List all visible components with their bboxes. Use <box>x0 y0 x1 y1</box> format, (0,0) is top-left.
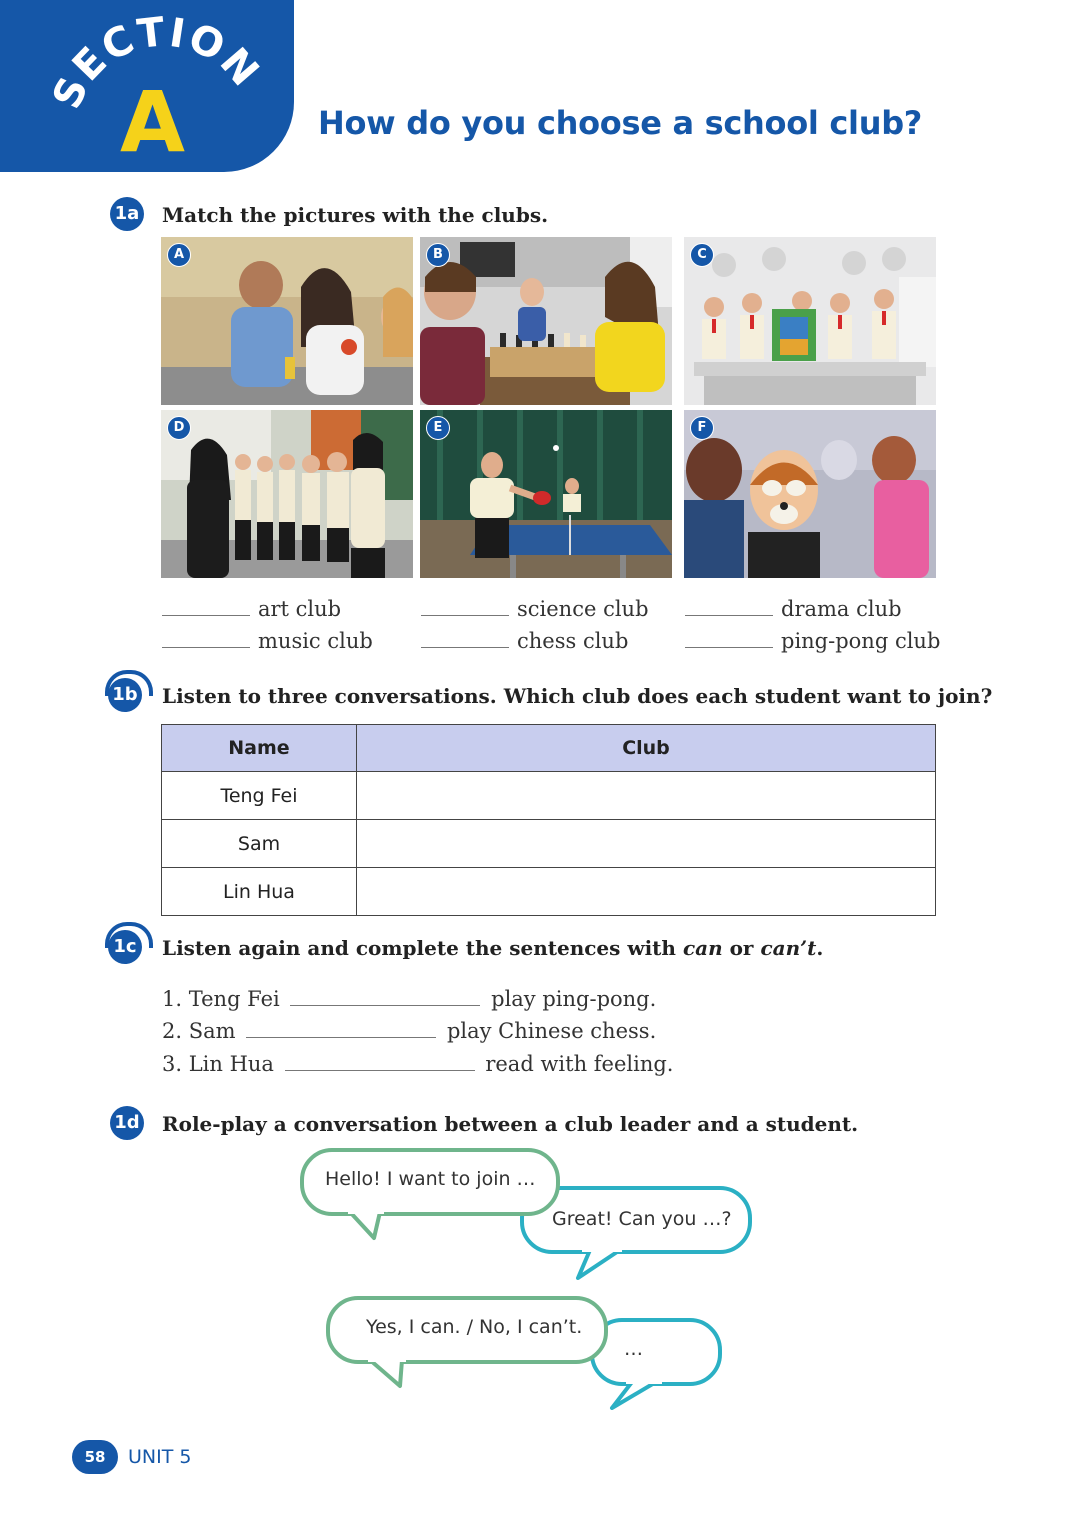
table-cell-club[interactable] <box>357 772 936 820</box>
match-item-art: art club <box>162 595 341 621</box>
bubble-text-2: Great! Can you …? <box>552 1208 732 1230</box>
table-cell-club[interactable] <box>357 820 936 868</box>
photo-c-art <box>684 237 936 405</box>
unit-label: UNIT 5 <box>128 1446 192 1468</box>
match-item-music: music club <box>162 627 373 653</box>
table-cell-name: Lin Hua <box>162 868 357 916</box>
answer-blank[interactable] <box>421 595 509 616</box>
match-item-drama: drama club <box>685 595 902 621</box>
exercise-badge-1d: 1d <box>110 1106 144 1140</box>
answer-blank[interactable] <box>246 1019 436 1038</box>
page-number: 58 <box>72 1440 118 1474</box>
photo-label-e: E <box>426 416 450 440</box>
exercise-badge-1c: 1c <box>108 930 142 964</box>
table-row <box>162 820 936 868</box>
photo-label-d: D <box>167 416 191 440</box>
answer-blank[interactable] <box>290 987 480 1006</box>
photo-f-drama <box>684 410 936 578</box>
table-cell-club[interactable] <box>357 868 936 916</box>
page-title: How do you choose a school club? <box>318 104 923 142</box>
photo-e-pingpong <box>420 410 672 578</box>
club-table <box>161 724 936 916</box>
instruction-1a: Match the pictures with the clubs. <box>162 203 549 227</box>
photo-label-a: A <box>167 243 191 267</box>
table-row <box>162 868 936 916</box>
photo-label-f: F <box>690 416 714 440</box>
match-item-science: science club <box>421 595 649 621</box>
bubble-text-3: Yes, I can. / No, I can’t. <box>366 1316 583 1338</box>
table-row <box>162 772 936 820</box>
bubble-text-1: Hello! I want to join … <box>325 1168 536 1190</box>
instruction-1b: Listen to three conversations. Which club does each student want to join? <box>162 684 993 708</box>
answer-blank[interactable] <box>285 1052 475 1071</box>
photo-b-chess <box>420 237 672 405</box>
table-cell-name: Teng Fei <box>162 772 357 820</box>
sentence-1: 1. Teng Fei play ping-pong. <box>162 987 657 1011</box>
match-item-chess: chess club <box>421 627 628 653</box>
match-item-pingpong: ping-pong club <box>685 627 940 653</box>
photo-a-science <box>161 237 413 405</box>
table-header-club: Club <box>357 725 936 772</box>
exercise-badge-1a: 1a <box>110 197 144 231</box>
answer-blank[interactable] <box>685 627 773 648</box>
instruction-1c: Listen again and complete the sentences with can or can’t. <box>162 936 824 960</box>
bubble-text-4: … <box>624 1338 643 1360</box>
sentence-2: 2. Sam play Chinese chess. <box>162 1019 657 1043</box>
exercise-badge-1b: 1b <box>108 678 142 712</box>
table-header-name: Name <box>162 725 357 772</box>
sentence-3: 3. Lin Hua read with feeling. <box>162 1052 674 1076</box>
photo-d-music <box>161 410 413 578</box>
table-cell-name: Sam <box>162 820 357 868</box>
photo-label-c: C <box>690 243 714 267</box>
section-letter: A <box>120 73 186 171</box>
answer-blank[interactable] <box>162 595 250 616</box>
svg-text:SECTION: SECTION <box>43 9 269 116</box>
instruction-1d: Role-play a conversation between a club leader and a student. <box>162 1112 859 1136</box>
answer-blank[interactable] <box>162 627 250 648</box>
answer-blank[interactable] <box>685 595 773 616</box>
answer-blank[interactable] <box>421 627 509 648</box>
photo-label-b: B <box>426 243 450 267</box>
